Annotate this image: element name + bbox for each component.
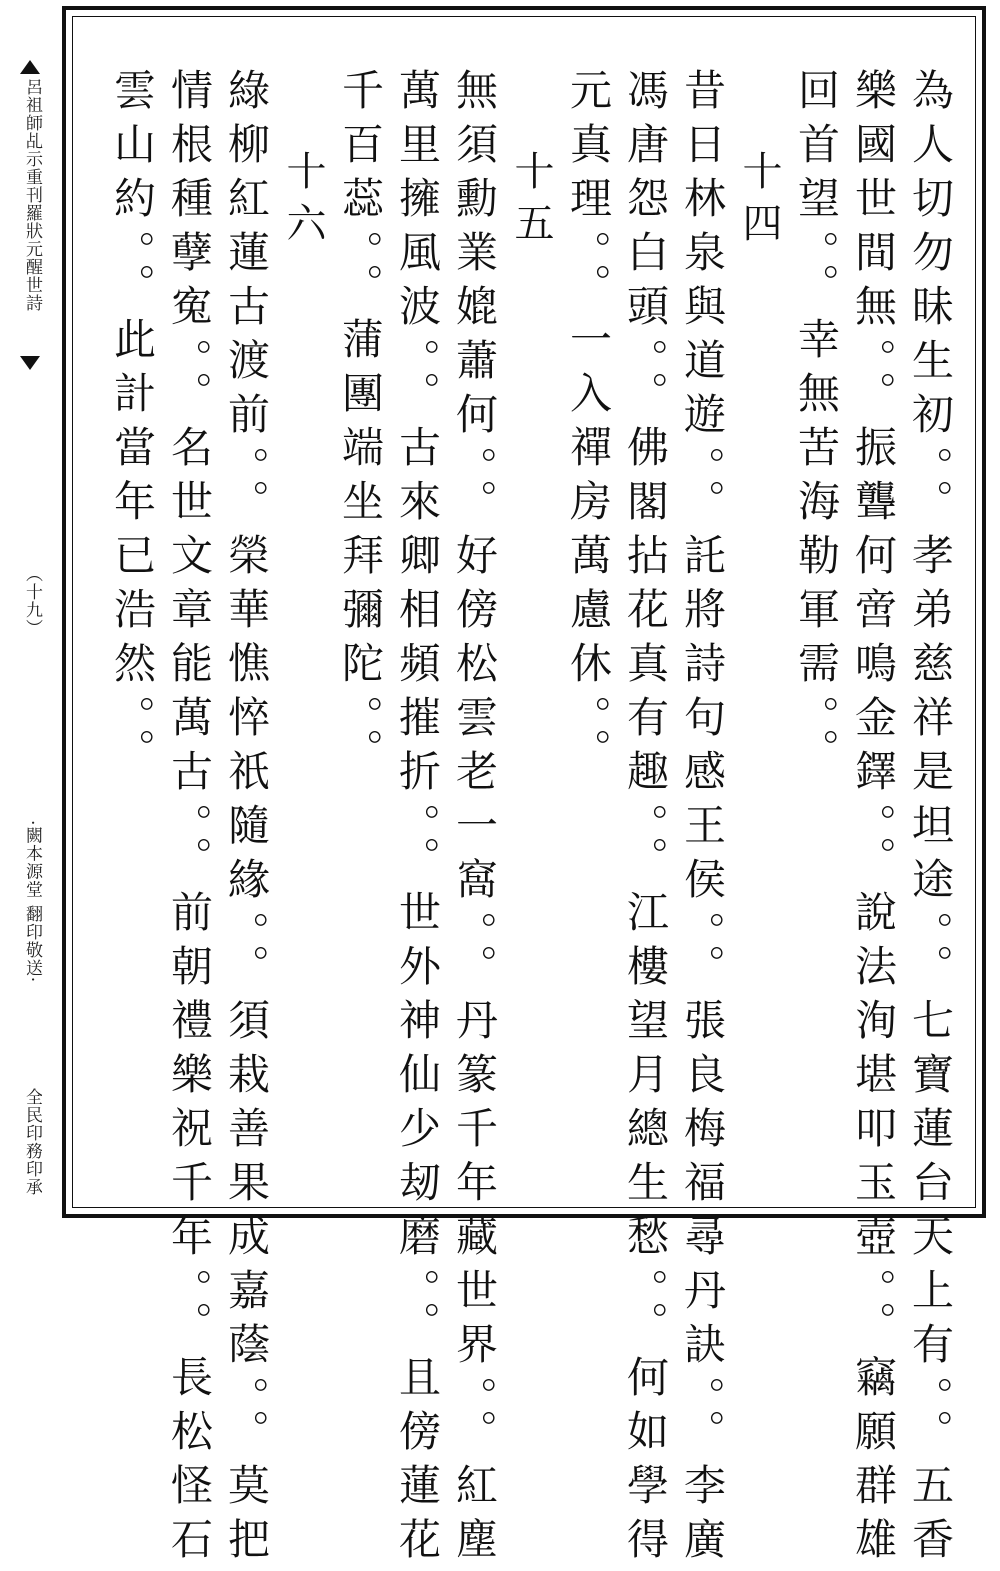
poem-15-line-3: 千百蕊。。蒲團端坐拜彌陀。。 <box>336 68 385 782</box>
poem-16-line-3: 雲山約。。此計當年已浩然。。 <box>108 68 157 782</box>
poem-16-line-2: 情根種孽寃。。名世文章能萬古。。前朝禮樂祝千年。。長松怪石 <box>165 68 214 1571</box>
page-margin <box>0 0 60 1229</box>
printer-note: 全民印務印承 <box>22 1088 42 1196</box>
poem-14-line-1: 昔日林泉與道遊。。託將詩句感王侯。。張良梅福尋丹訣。。李廣 <box>678 68 727 1571</box>
publisher-note: ·闕本源堂 翻印敬送· <box>22 820 42 984</box>
triangle-up-icon <box>20 60 40 74</box>
poem-14-line-2: 馮唐怨白頭。。佛閣拈花真有趣。。江樓望月總生愁。。何如學得 <box>621 68 670 1571</box>
poem-16-line-1: 綠柳紅蓮古渡前。。榮華憔悴祇隨緣。。須栽善果成嘉蔭。。莫把 <box>222 68 271 1571</box>
poem-15-heading: 十五 <box>508 150 554 254</box>
poem-13-line-2: 樂國世間無。。振聾何啻鳴金鐸。。說法洵堪叩玉壺。。竊願群雄 <box>849 68 898 1571</box>
book-title: 呂祖師乩示重刊羅狀元醒世詩 <box>22 78 42 312</box>
poem-13-line-3: 回首望。。幸無苦海勒軍需。。 <box>792 68 841 782</box>
triangle-down-icon <box>20 356 40 370</box>
poem-15-line-2: 萬里擁風波。。古來卿相頻摧折。。世外神仙少刼磨。。且傍蓮花 <box>393 68 442 1571</box>
page-number: （十九） <box>22 565 42 637</box>
poem-15-line-1: 無須勳業媲蕭何。。好傍松雲老一窩。。丹篆千年藏世界。。紅塵 <box>450 68 499 1571</box>
poem-14-line-3: 元真理。。一入禪房萬慮休。。 <box>564 68 613 782</box>
poem-14-heading: 十四 <box>736 150 782 254</box>
poem-16-heading: 十六 <box>280 150 326 254</box>
poem-13-line-1: 為人切勿昧生初。。孝弟慈祥是坦途。。七寶蓮台天上有。。五香 <box>906 68 955 1571</box>
